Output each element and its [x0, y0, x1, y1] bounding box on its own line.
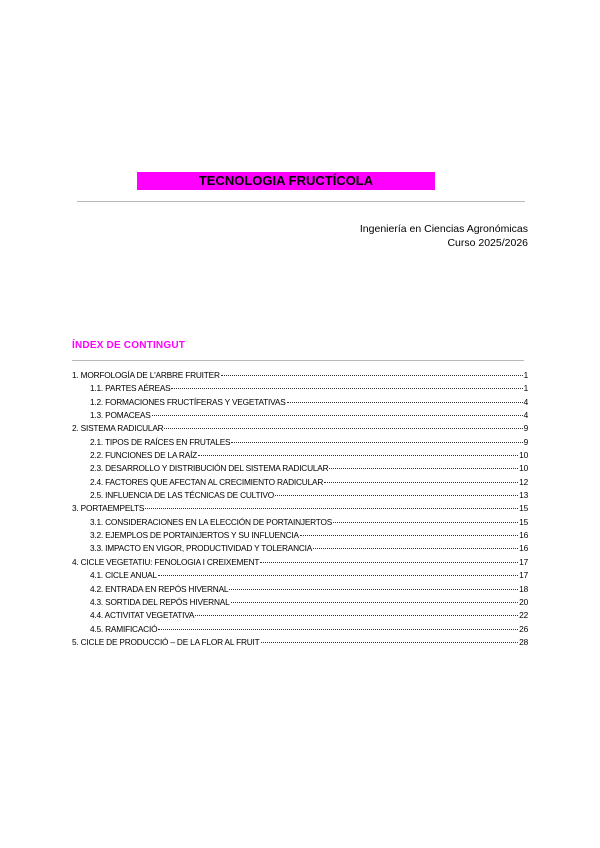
- toc-entry-page: 28: [519, 636, 528, 647]
- toc-entry-label: 1. MORFOLOGÍA DE L'ARBRE FRUITER: [72, 370, 220, 380]
- toc-leader-dots: [164, 428, 522, 429]
- course-info: [360, 222, 528, 250]
- toc-entry-page: 4: [523, 410, 528, 421]
- toc-leader-dots: [300, 535, 518, 536]
- toc-entry[interactable]: [72, 596, 528, 609]
- toc-entry-page: 15: [519, 516, 528, 527]
- toc-entry-label: 3. PORTAEMPELTS: [72, 503, 145, 514]
- toc-leader-dots: [329, 468, 518, 469]
- toc-leader-dots: [171, 388, 522, 389]
- toc-leader-dots: [313, 548, 518, 549]
- toc-leader-dots: [195, 615, 518, 616]
- toc-entry-label: 2.1. TIPOS DE RAÍCES EN FRUTALES: [90, 436, 231, 447]
- toc-entry[interactable]: [72, 369, 528, 382]
- toc-entry-label: 2.2. FUNCIONES DE LA RAÍZ: [90, 450, 198, 461]
- toc-entry[interactable]: [72, 529, 528, 542]
- toc-entry[interactable]: [72, 382, 528, 395]
- toc-entry-page: 13: [519, 490, 528, 501]
- toc-entry-label: 2.3. DESARROLLO Y DISTRIBUCIÓN DEL SISTEMA RADICULAR: [90, 463, 329, 474]
- toc-entry-page: 10: [519, 450, 528, 461]
- toc-entry[interactable]: [72, 409, 528, 422]
- toc-entry-label: 1.1. PARTES AÉREAS: [90, 383, 171, 394]
- course-year: Curso 2025/2026: [447, 237, 528, 249]
- toc-entry-label: 4.3. SORTIDA DEL REPÓS HIVERNAL: [90, 596, 230, 607]
- toc-entry-page: 9: [523, 436, 528, 447]
- toc-entry-label: 3.1. CONSIDERACIONES EN LA ELECCIÓN DE PORTAINJERTOS: [90, 516, 333, 527]
- toc-entry-page: 16: [519, 543, 528, 554]
- index-heading: ÍNDEX DE CONTINGUT: [72, 340, 186, 351]
- toc-entry[interactable]: [72, 542, 528, 555]
- toc-entry-label: 4. CICLE VEGETATIU: FENOLOGIA I CREIXEMENT: [72, 556, 260, 567]
- toc-entry-page: 1: [523, 383, 528, 394]
- toc-entry-page: 20: [519, 596, 528, 607]
- toc-entry[interactable]: [72, 583, 528, 596]
- toc-entry[interactable]: [72, 569, 528, 582]
- toc-entry-page: 10: [519, 463, 528, 474]
- toc-entry-label: 5. CICLE DE PRODUCCIÓ – DE LA FLOR AL FRUIT: [72, 636, 260, 647]
- toc-leader-dots: [231, 602, 519, 603]
- toc-entry[interactable]: [72, 623, 528, 636]
- title-divider: [77, 201, 525, 202]
- toc-entry-page: 17: [519, 570, 528, 581]
- toc-entry-page: 4: [523, 396, 528, 407]
- toc-entry-page: 9: [523, 423, 528, 434]
- toc-entry-page: 18: [519, 583, 528, 594]
- toc-entry[interactable]: [72, 489, 528, 502]
- toc-leader-dots: [287, 402, 523, 403]
- toc-leader-dots: [275, 495, 518, 496]
- toc-leader-dots: [333, 522, 518, 523]
- toc-entry-page: 15: [519, 503, 528, 514]
- toc-leader-dots: [324, 482, 518, 483]
- toc-entry-label: 2. SISTEMA RADICULAR: [72, 423, 164, 434]
- toc-entry[interactable]: [72, 502, 528, 515]
- toc-entry-page: 1: [523, 370, 528, 380]
- toc-entry[interactable]: [72, 609, 528, 622]
- toc-leader-dots: [145, 508, 518, 509]
- toc-entry[interactable]: [72, 436, 528, 449]
- toc-entry[interactable]: [72, 462, 528, 475]
- toc-entry-page: 16: [519, 530, 528, 541]
- toc-leader-dots: [221, 375, 523, 376]
- toc-entry-label: 1.2. FORMACIONES FRUCTÍFERAS Y VEGETATIVAS: [90, 396, 286, 407]
- degree-name: Ingeniería en Ciencias Agronómicas: [359, 223, 528, 235]
- toc-entry-label: 4.5. RAMIFICACIÓ: [90, 623, 158, 634]
- toc-entry-page: 26: [519, 623, 528, 634]
- toc-leader-dots: [152, 415, 523, 416]
- toc-entry[interactable]: [72, 396, 528, 409]
- table-of-contents: [72, 369, 528, 649]
- toc-leader-dots: [158, 575, 518, 576]
- toc-entry-label: 4.2. ENTRADA EN REPÓS HIVERNAL: [90, 583, 229, 594]
- toc-leader-dots: [231, 442, 522, 443]
- toc-entry-page: 22: [519, 610, 528, 621]
- toc-entry-page: 17: [519, 556, 528, 567]
- toc-entry[interactable]: [72, 476, 528, 489]
- toc-entry[interactable]: [72, 556, 528, 569]
- toc-entry-label: 1.3. POMACEAS: [90, 410, 151, 421]
- toc-entry-label: 4.1. CICLE ANUAL: [90, 570, 157, 581]
- toc-leader-dots: [229, 589, 518, 590]
- toc-entry-label: 3.2. EJEMPLOS DE PORTAINJERTOS Y SU INFLUENCIA: [90, 530, 299, 541]
- toc-entry[interactable]: [72, 449, 528, 462]
- toc-entry[interactable]: [72, 422, 528, 435]
- toc-entry[interactable]: [72, 516, 528, 529]
- toc-entry-page: 12: [519, 476, 528, 487]
- toc-entry[interactable]: [72, 636, 528, 649]
- toc-leader-dots: [261, 642, 519, 643]
- toc-leader-dots: [158, 629, 518, 630]
- index-divider: [72, 360, 524, 361]
- toc-entry-label: 3.3. IMPACTO EN VIGOR, PRODUCTIVIDAD Y TOLERANCIA: [90, 543, 313, 554]
- toc-leader-dots: [260, 562, 518, 563]
- document-title: TECNOLOGIA FRUCTÍCOLA: [137, 172, 435, 190]
- toc-leader-dots: [198, 455, 518, 456]
- toc-entry-label: 4.4. ACTIVITAT VEGETATIVA: [90, 610, 195, 621]
- toc-entry-label: 2.5. INFLUENCIA DE LAS TÉCNICAS DE CULTIVO: [90, 490, 275, 501]
- toc-entry-label: 2.4. FACTORES QUE AFECTAN AL CRECIMIENTO RADICULAR: [90, 476, 324, 487]
